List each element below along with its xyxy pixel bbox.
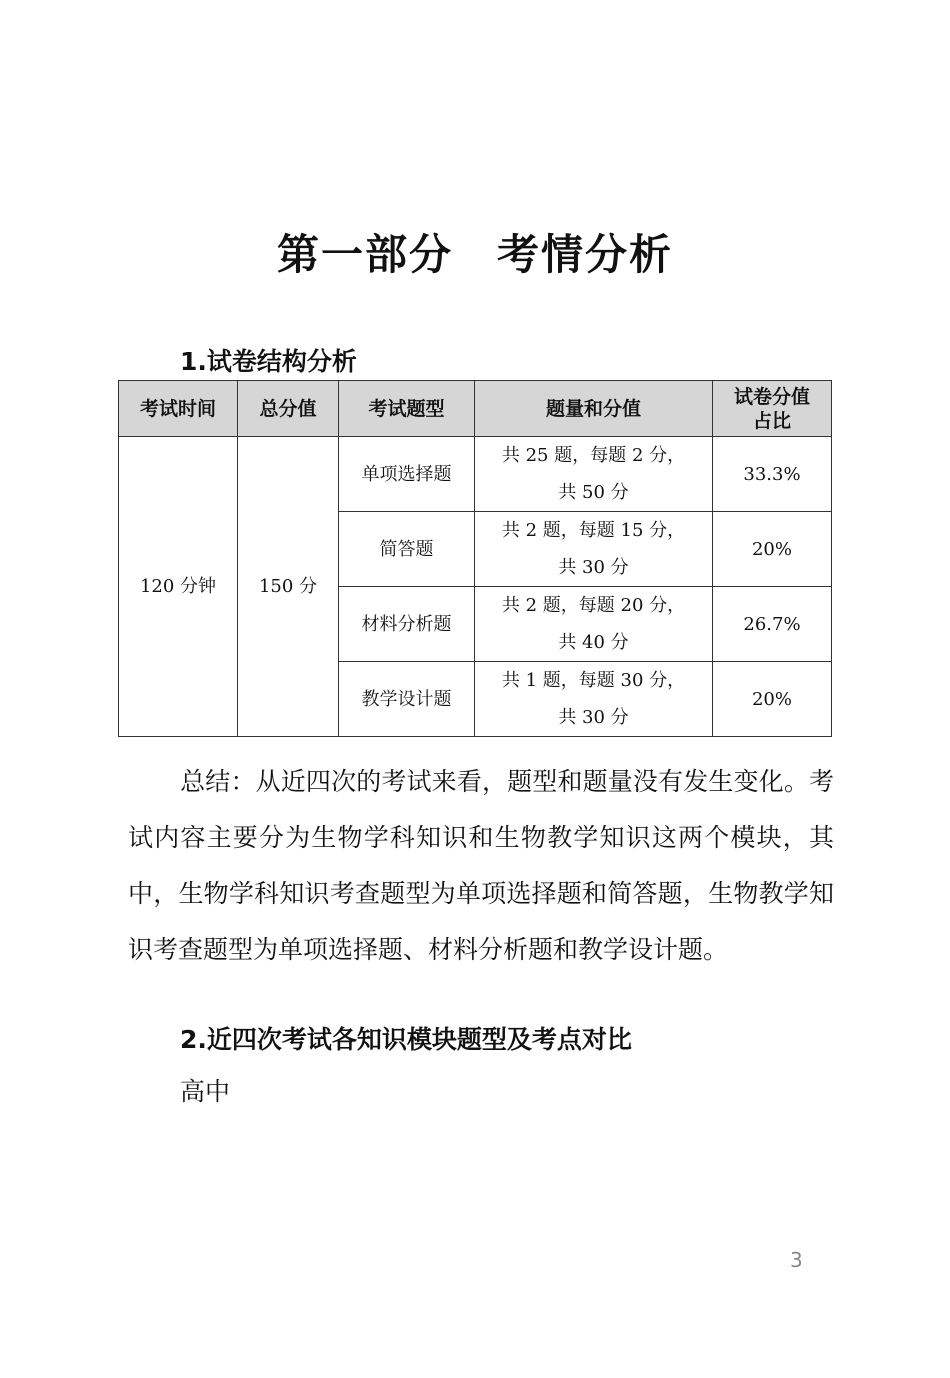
header-question-type: 考试题型 [339, 381, 475, 437]
header-score-ratio-line1: 试卷分值 [733, 385, 810, 408]
cell-score-ratio: 26.7% [713, 587, 832, 662]
cell-question-type: 简答题 [339, 512, 475, 587]
amount-line1: 共 2 题，每题 15 分， [501, 520, 686, 541]
page-title: 第一部分 考情分析 [276, 230, 673, 279]
amount-line1: 共 1 题，每题 30 分， [501, 670, 686, 691]
exam-structure-table [118, 380, 832, 737]
cell-total-score: 150 分 [238, 437, 339, 737]
section-heading-module-comparison: 2.近四次考试各知识模块题型及考点对比 [180, 1025, 632, 1054]
table-row [119, 437, 832, 512]
cell-exam-time: 120 分钟 [119, 437, 238, 737]
amount-line2: 共 50 分 [558, 482, 629, 503]
sub-label-high-school: 高中 [180, 1077, 231, 1106]
section-heading-exam-structure: 1.试卷结构分析 [180, 347, 357, 376]
amount-line2: 共 30 分 [558, 707, 629, 728]
cell-question-type: 材料分析题 [339, 587, 475, 662]
header-total-score: 总分值 [238, 381, 339, 437]
table-header-row [119, 381, 832, 437]
cell-amount-score [475, 512, 713, 587]
cell-amount-score [475, 587, 713, 662]
cell-score-ratio: 20% [713, 512, 832, 587]
amount-line1: 共 2 题，每题 20 分， [501, 595, 686, 616]
page-number: 3 [790, 1248, 803, 1272]
summary-paragraph [128, 754, 834, 978]
amount-line2: 共 30 分 [558, 557, 629, 578]
header-score-ratio-line2: 占比 [752, 409, 791, 432]
cell-question-type: 教学设计题 [339, 662, 475, 737]
cell-score-ratio: 33.3% [713, 437, 832, 512]
header-amount-score: 题量和分值 [475, 381, 713, 437]
cell-amount-score [475, 662, 713, 737]
header-exam-time: 考试时间 [119, 381, 238, 437]
amount-line1: 共 25 题，每题 2 分， [501, 445, 686, 466]
cell-score-ratio: 20% [713, 662, 832, 737]
amount-line2: 共 40 分 [558, 632, 629, 653]
header-score-ratio [713, 381, 832, 437]
summary-text: 总结：从近四次的考试来看，题型和题量没有发生变化。考试内容主要分为生物学科知识和生物教学知识这两个模块，其中，生物学科知识考查题型为单项选择题和简答题，生物教学知识考查题型为单项选择题、材料分析题和教学设计题。 [128, 767, 834, 964]
cell-amount-score [475, 437, 713, 512]
cell-question-type: 单项选择题 [339, 437, 475, 512]
